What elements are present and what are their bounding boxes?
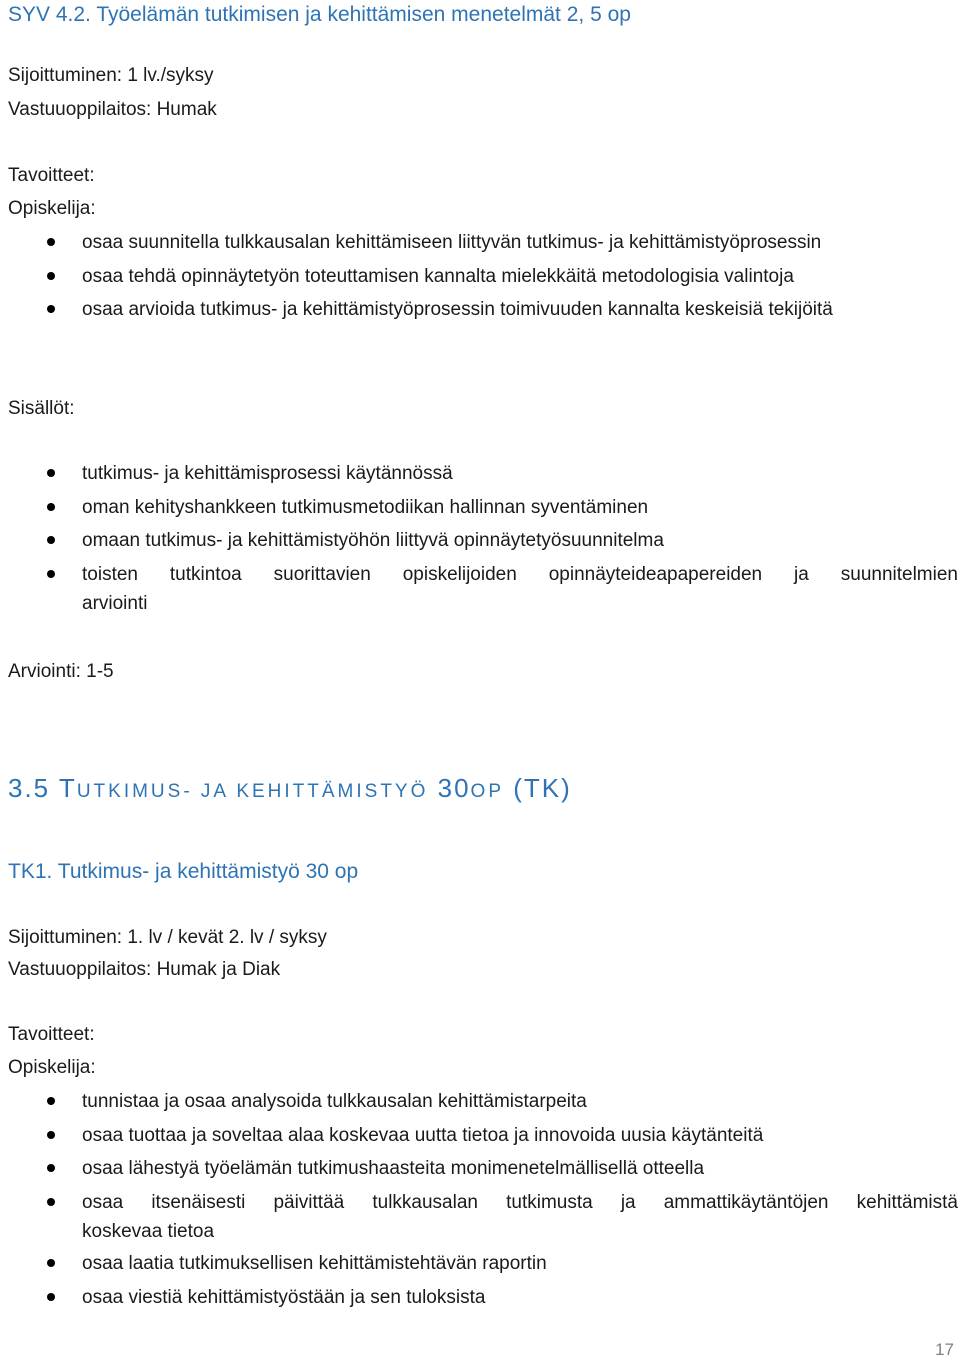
responsible-institution: Vastuuoppilaitos: Humak ja Diak: [8, 959, 281, 980]
course-title: TK1. Tutkimus- ja kehittämistyö 30 op: [8, 860, 359, 883]
bullet-icon: [47, 1164, 55, 1172]
goals-list: [0, 226, 960, 327]
student-label: Opiskelija:: [8, 1057, 96, 1078]
goals-label: Tavoitteet:: [8, 165, 95, 186]
bullet-icon: [47, 238, 55, 246]
responsible-institution: Vastuuoppilaitos: Humak: [8, 99, 217, 120]
list-item: osaa arvioida tutkimus- ja kehittämistyöprosessin toimivuuden kannalta keskeisiä tekijöitä: [0, 293, 960, 327]
bullet-icon: [47, 1293, 55, 1301]
grading: Arviointi: 1-5: [8, 661, 114, 682]
list-item: osaa tuottaa ja soveltaa alaa koskevaa uutta tietoa ja innovoida uusia käytänteitä: [0, 1119, 960, 1153]
list-item: omaan tutkimus- ja kehittämistyöhön liittyvä opinnäytetyösuunnitelma: [0, 524, 960, 558]
list-item: oman kehityshankkeen tutkimusmetodiikan hallinnan syventäminen: [0, 491, 960, 525]
section-heading: 3.5 TUTKIMUS- JA KEHITTÄMISTYÖ 30OP (TK): [8, 773, 572, 803]
goals-label: Tavoitteet:: [8, 1024, 95, 1045]
bullet-icon: [47, 570, 55, 578]
course-title: SYV 4.2. Työelämän tutkimisen ja kehittämisen menetelmät 2, 5 op: [8, 3, 631, 26]
list-item: tunnistaa ja osaa analysoida tulkkausalan kehittämistarpeita: [0, 1085, 960, 1119]
list-item: tutkimus- ja kehittämisprosessi käytännössä: [0, 457, 960, 491]
list-item: osaa suunnitella tulkkausalan kehittämiseen liittyvän tutkimus- ja kehittämistyöprosessin: [0, 226, 960, 260]
goals-list: [0, 1085, 960, 1314]
page-number: 17: [935, 1340, 954, 1359]
bullet-icon: [47, 536, 55, 544]
bullet-icon: [47, 1097, 55, 1105]
bullet-icon: [47, 469, 55, 477]
bullet-icon: [47, 1131, 55, 1139]
contents-list: [0, 457, 960, 619]
bullet-icon: [47, 272, 55, 280]
placement: Sijoittuminen: 1. lv / kevät 2. lv / syksy: [8, 927, 327, 948]
bullet-icon: [47, 1259, 55, 1267]
bullet-icon: [47, 305, 55, 313]
placement: Sijoittuminen: 1 lv./syksy: [8, 65, 214, 86]
list-item: osaa laatia tutkimuksellisen kehittämistehtävän raportin: [0, 1247, 960, 1281]
list-item: osaa itsenäisesti päivittää tulkkausalan tutkimusta ja ammattikäytäntöjen kehittämistä koskevaa tietoa: [0, 1186, 960, 1248]
list-item: osaa tehdä opinnäytetyön toteuttamisen kannalta mielekkäitä metodologisia valintoja: [0, 260, 960, 294]
student-label: Opiskelija:: [8, 198, 96, 219]
bullet-icon: [47, 1198, 55, 1206]
contents-label: Sisällöt:: [8, 398, 75, 419]
list-item: osaa lähestyä työelämän tutkimushaasteita monimenetelmällisellä otteella: [0, 1152, 960, 1186]
list-item: osaa viestiä kehittämistyöstään ja sen tuloksista: [0, 1281, 960, 1315]
bullet-icon: [47, 503, 55, 511]
list-item: toisten tutkintoa suorittavien opiskelijoiden opinnäyteideapapereiden ja suunnitelmien arviointi: [0, 558, 960, 620]
